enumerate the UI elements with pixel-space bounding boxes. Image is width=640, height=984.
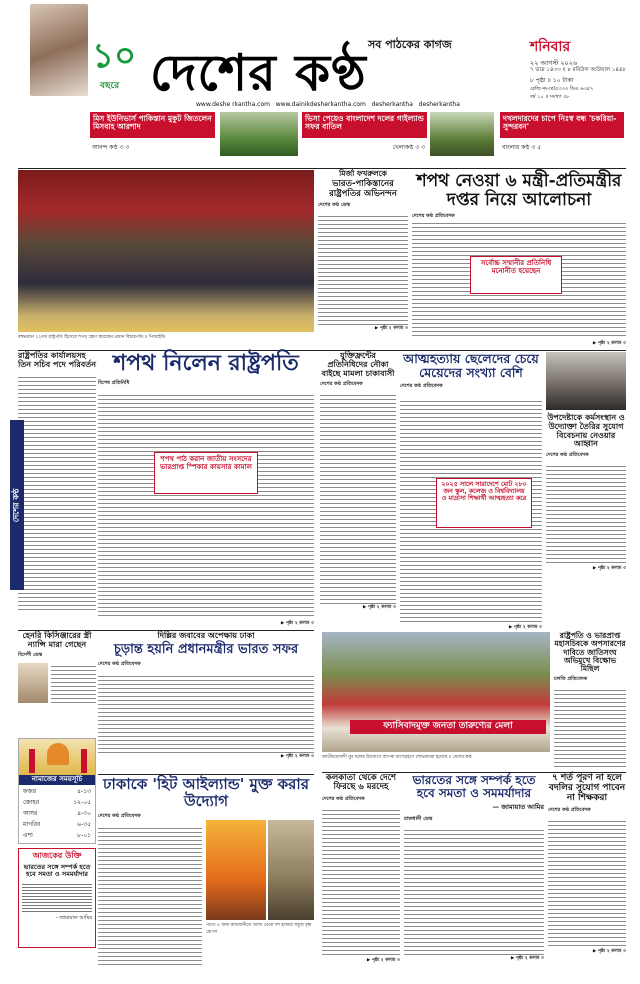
namaz-table: ফজর ৪-১৩ জোহর ১২-০৫ আসর ৪-৩০ মাগরিব ৬-৩৫ এশা ৮-০১ [23, 787, 91, 839]
promo-title: ভিসা পেয়েও বাংলাদেশ দলের গাইল্যান্ড সফর বাতিল [302, 112, 427, 138]
continued-ref[interactable]: ▶ পৃষ্ঠা ২ কলাম ৩ [366, 957, 400, 963]
masthead-model-photo [30, 4, 88, 96]
story-headline[interactable]: ভারত-পাকিস্তানের রাষ্ট্রপতির অভিনন্দন [329, 179, 397, 199]
masthead-volume: বর্ষ ১০ ॥ সংখ্যা ৩৮ [530, 94, 570, 100]
promo-3[interactable] [500, 112, 624, 164]
story-body [322, 807, 400, 957]
main-photo-caption: বঙ্গভবনে ২২তম রাষ্ট্রপতি হিসেবে শপথ গ্রহণ করেছেন প্রধান বিচারপতি ॥ পিআইডি [18, 335, 166, 340]
mosque-icon [19, 739, 95, 775]
story-headline[interactable]: ঢাকাকে 'হিট আইল্যান্ড' মুক্ত করার উদ্যোগ [102, 775, 309, 810]
story-headline[interactable]: আত্মহত্যায় ছেলেদের চেয়ে মেয়েদের সংখ্যা বেশি [403, 351, 539, 380]
continued-ref[interactable]: ▶ পৃষ্ঠা ২ কলাম ৩ [280, 754, 314, 760]
promo-ref: আনন্দ কণ্ঠ ৩ ৩ [92, 144, 130, 151]
anniversary-word: বছরে [100, 81, 120, 91]
divider [18, 168, 626, 169]
advisor-photo [546, 352, 626, 410]
quote-body [22, 882, 92, 912]
story-headline[interactable]: যুক্তিফ্রন্টের প্রতিনিধিদের নৌকা বাইছে মামলা চাকাবাসী [321, 351, 395, 378]
namaz-title: নামাজের সময়সূচি [19, 775, 95, 785]
story-byline: দেশের কণ্ঠ প্রতিবেদক [412, 213, 455, 220]
story-delhi [98, 632, 314, 772]
story-byline: দেশের কণ্ঠ প্রতিবেদক [320, 381, 363, 388]
story-mirza [318, 170, 408, 346]
story-box [436, 478, 532, 528]
promo-strip [90, 112, 624, 164]
story-byline: দেশের কণ্ঠ ডেস্ক [318, 201, 351, 208]
story-body [404, 827, 544, 955]
story-kicker: মির্জা ফখরুলকে [339, 169, 387, 178]
story-body [320, 392, 396, 604]
lead-story [98, 352, 314, 628]
story-body [98, 825, 202, 967]
story-byline: রাজধানী ডেস্ক [404, 816, 433, 823]
masthead-day: শনিবার [530, 39, 571, 55]
story-yukti [320, 352, 396, 628]
story-advisor [546, 352, 626, 628]
promo-title: দখলদারদের চাপে নিঃস্ব বন্ধ 'চকরিয়া-সুন্দরবন' [500, 112, 624, 138]
side-kicker[interactable]: রাষ্ট্রপতির কার্যালয়সহ তিন সচিব পদে পরিবর্তন [18, 351, 96, 369]
rally-banner: ফ্যাসিবাদমুক্ত জনতা তারুণ্যের মেলা [350, 720, 546, 734]
lead-body [98, 392, 314, 618]
continued-ref[interactable]: ▶ পৃষ্ঠা ২ কলাম ৩ [508, 625, 542, 630]
continued-ref[interactable]: ▶ পৃষ্ঠা ২ কলাম ৩ [592, 566, 626, 572]
story-obit [18, 632, 96, 736]
masthead-date-en: ২২ আগস্ট ২০২৬ [530, 59, 578, 67]
lead-quote: শপথ পাঠ করান জাতীয় সংসদের ভারপ্রাপ্ত স্পিকার কায়সার কামাল [160, 455, 252, 471]
story-body [554, 687, 626, 767]
story-kolkata [322, 774, 400, 974]
story-byline: চলতি প্রতিবেদক [554, 676, 588, 683]
side-banner: দেশের কণ্ঠ [10, 420, 24, 590]
story-body [98, 673, 314, 753]
story-byline: দেশের কণ্ঠ প্রতিবেদক [400, 382, 443, 389]
youtube-link[interactable]: desherkantha [418, 101, 460, 108]
masthead-weblinks [196, 101, 460, 108]
namaz-box [18, 738, 96, 844]
masthead-title: দেশের কণ্ঠ [150, 44, 367, 102]
masthead-reg: রেজি নং-ঢা/৫৩৩৩ ডিএ ৬৩৫৭ [530, 86, 594, 92]
masthead-date-bn: ৭ ভাদ্র ১৪৩৩ ॥ ৮ রবিউল আউয়াল ১৪৪৮ [530, 67, 627, 73]
masthead [0, 0, 640, 108]
continued-ref[interactable]: ▶ পৃষ্ঠা ২ কলাম ৩ [280, 621, 314, 626]
anniversary-number: ১০ [92, 36, 137, 76]
continued-ref[interactable]: ▶ পৃষ্ঠা ২ কলাম ৩ [362, 605, 396, 611]
story-body [548, 818, 626, 948]
masthead-tagline: সব পাঠকের কাগজ [368, 38, 452, 51]
story-byline: দেশের কণ্ঠ প্রতিবেদক [322, 795, 365, 802]
masthead-pages-price: ৮ পৃষ্ঠা ॥ ১০ টাকা [530, 77, 574, 84]
side-column [18, 352, 96, 628]
promo-ref: খেলাকণ্ঠ ৩ ৩ [392, 144, 425, 151]
story-ministers [412, 172, 626, 350]
story-headline[interactable]: চূড়ান্ত হয়নি প্রধানমন্ত্রীর ভারত সফর [113, 641, 299, 657]
story-headline[interactable]: উপদেষ্টাকে কর্মসংস্থান ও উদ্যোক্তা তৈরির সুযোগ বিবেচনায় নেওয়ার আহ্বান [547, 413, 625, 449]
continued-ref[interactable]: ▶ পৃষ্ঠা ২ কলাম ৩ [374, 325, 408, 331]
lead-headline[interactable]: শপথ নিলেন রাষ্ট্রপতি [113, 351, 299, 376]
rally-caption: জাতীয়তাবাদী যুব দলের উদ্যোগে ব্যাপক অংশগ্রহণে শোভাযাত্রা হয়েছে ॥ দেশের কণ্ঠ [322, 755, 472, 760]
promo-1[interactable] [90, 112, 215, 164]
heat-photo-2 [268, 820, 314, 920]
story-kicker: দিল্লির জবাবের অপেক্ষায় ঢাকা [157, 631, 255, 640]
rally-photo [322, 632, 550, 752]
quote-title: আজকের উক্তি [32, 851, 82, 860]
story-headline[interactable]: কলকাতা থেকে দেশে ফিরছে ৬ মরদেহ [325, 773, 397, 793]
story-attribution: — জামায়াত আমির [492, 803, 544, 812]
story-body [546, 463, 626, 565]
promo-sports-photo [220, 112, 298, 156]
story-byline: বিদেশী ডেস্ক [18, 651, 43, 658]
story-seven [548, 774, 626, 974]
promo-2[interactable] [302, 112, 427, 164]
obit-photo [18, 663, 48, 703]
story-box [470, 256, 562, 294]
story-byline: দেশের কণ্ঠ প্রতিবেদক [546, 452, 589, 459]
story-body [51, 663, 96, 703]
continued-ref[interactable]: ▶ পৃষ্ঠা ২ কলাম ৩ [510, 956, 544, 962]
story-suicide [400, 352, 542, 632]
story-headline[interactable]: ভারতের সঙ্গে সম্পর্ক হতে হবে সমতা ও সমমর্যাদার [412, 773, 536, 801]
web-link[interactable]: www.deshe rkantha.com [196, 101, 270, 108]
story-headline[interactable]: শপথ নেওয়া ৬ মন্ত্রী-প্রতিমন্ত্রীর দপ্তর নিয়ে আলোচনা [416, 171, 622, 210]
story-headline[interactable]: রাষ্ট্রপতি ও ভারপ্রাপ্ত মহাসচিবকে অপসারণের দাবিতে জাতিসংঘ অভিমুখে বিক্ষোভ মিছিল [554, 631, 626, 673]
web-link[interactable]: www.dainikdesherkantha.com [275, 101, 366, 108]
quote-box [18, 848, 96, 948]
heat-photo [206, 820, 266, 920]
story-headline[interactable]: হেনরি কিসিঞ্জারের স্ত্রী ন্যান্সি মারা গেছেন [22, 631, 92, 649]
story-byline: দেশের কণ্ঠ প্রতিবেদক [98, 661, 141, 668]
story-body [318, 213, 408, 325]
lead-quote-box [154, 452, 258, 494]
lead-byline: বিশেষ প্রতিনিধি [98, 380, 130, 387]
story-byline: দেশের কণ্ঠ প্রতিবেদক [98, 813, 141, 819]
facebook-link[interactable]: desherkantha [371, 101, 413, 108]
promo-title: মিস ইউনিভার্স পাকিস্তান মুকুট জিতলেন মিসবাহ আরশাদ [90, 112, 215, 138]
quote-author: - জামায়াত আমির [55, 915, 92, 922]
promo-ref: বাংলার কণ্ঠ ৩ ৫ [502, 144, 542, 151]
swearing-in-photo [18, 170, 314, 332]
side-body [18, 374, 96, 610]
promo-forest-photo [430, 112, 494, 156]
story-headline[interactable]: ৭ শর্ত পূরণ না হলে বদলির সুযোগ পাবেন না শিক্ষকরা [548, 773, 626, 803]
story-box-text: ২০২৫ সালে সারাদেশে মোট ২৮০ জন স্কুল, কলেজ ও বিশ্ববিদ্যালয় ও মাদ্রাসা শিক্ষার্থী আত্মহত্যা করে [441, 481, 527, 502]
quote-text: ভারতের সঙ্গে সম্পর্ক হতে হবে সমতা ও সমমর্যাদার [23, 862, 91, 878]
story-byline: দেশের কণ্ঠ প্রতিবেদক [548, 806, 591, 813]
heat-caption: পাতে ৫ জন্য রাজধানীতে আজ থেকে দশ হাজার সবুজ বৃক্ষ রোপণ [206, 923, 312, 935]
continued-ref[interactable]: ▶ পৃষ্ঠা ২ কলাম ৩ [592, 341, 626, 346]
story-box-text: সর্বোচ্চ সম্মানীর প্রতিনিধি মনোনীত হয়েছেন [480, 259, 552, 275]
continued-ref[interactable]: ▶ পৃষ্ঠা ২ কলাম ৩ [592, 948, 626, 954]
story-bharat [404, 774, 544, 974]
